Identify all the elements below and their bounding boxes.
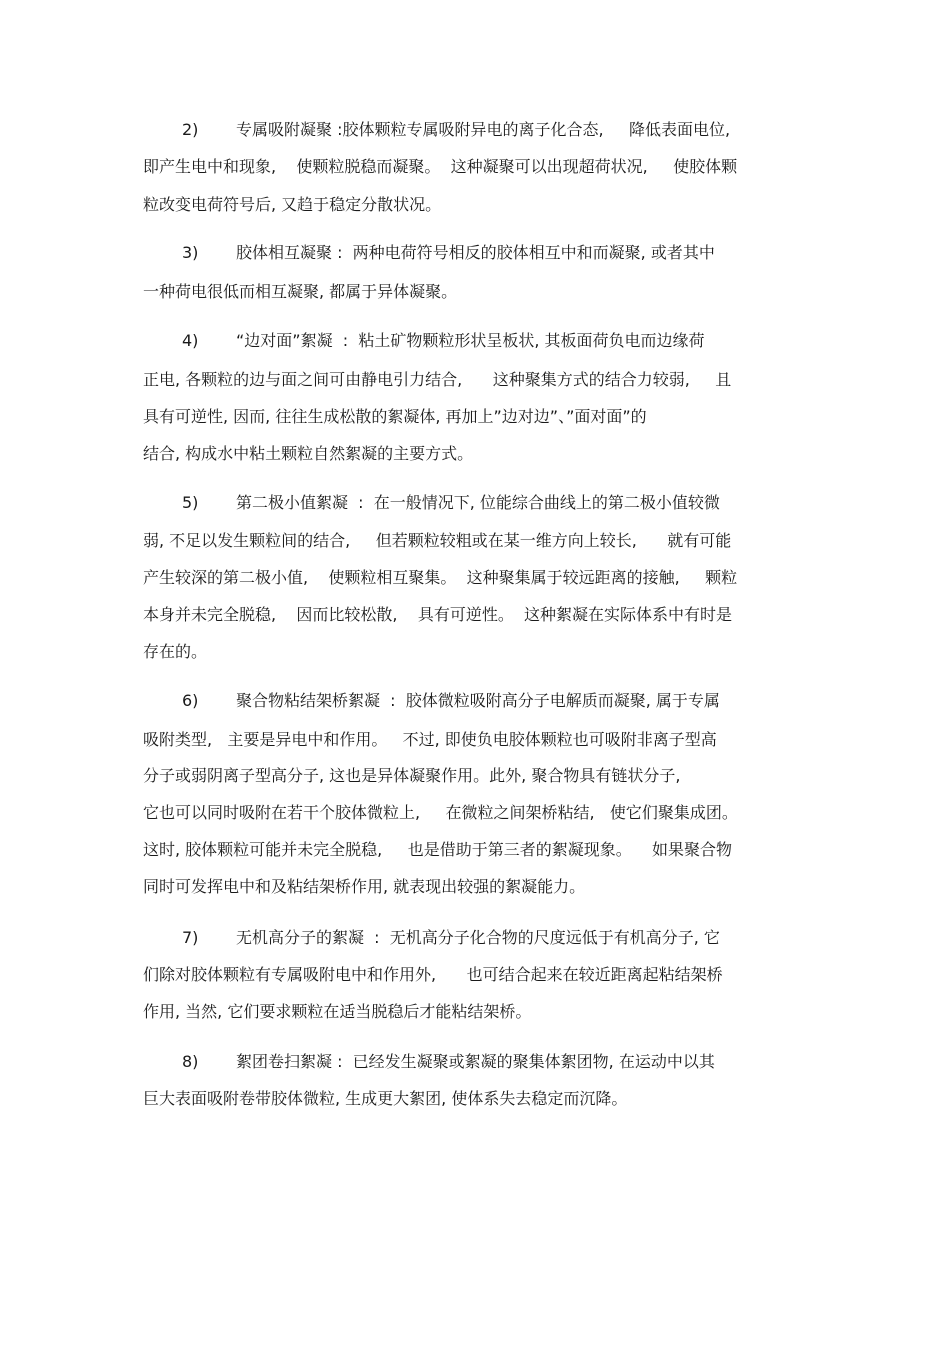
paragraph-line: 第二极小值絮凝 : 在一般情况下, 位能综合曲线上的第二极小值较微 [236,493,720,512]
paragraph-number: 7) [182,928,199,947]
paragraph-line: 具有可逆性, 因而, 往往生成松散的絮凝体, 再加上”边对边”、”面对面”的 [143,407,647,426]
paragraph-number: 6) [182,691,199,710]
paragraph-number: 5) [182,493,199,512]
paragraph-line: 这时, 胶体颗粒可能并未完全脱稳, 也是借助于第三者的絮凝现象。 如果聚合物 [143,840,733,859]
paragraph-line: 专属吸附凝聚 :胶体颗粒专属吸附异电的离子化合态, 降低表面电位, [236,120,731,139]
paragraph-line: 即产生电中和现象, 使颗粒脱稳而凝聚。 这种凝聚可以出现超荷状况, 使胶体颗 [143,157,738,176]
paragraph-line: 粒改变电荷符号后, 又趋于稳定分散状况。 [143,195,442,214]
paragraph-line: 絮团卷扫絮凝 : 已经发生凝聚或絮凝的聚集体絮团物, 在运动中以其 [236,1052,715,1071]
paragraph-line: 存在的。 [143,642,208,661]
paragraph-line: 弱, 不足以发生颗粒间的结合, 但若颗粒较粗或在某一维方向上较长, 就有可能 [143,531,732,550]
paragraph-line: 胶体相互凝聚 : 两种电荷符号相反的胶体相互中和而凝聚, 或者其中 [236,243,715,262]
paragraph-line: 结合, 构成水中粘土颗粒自然絮凝的主要方式。 [143,444,474,463]
paragraph-line: 产生较深的第二极小值, 使颗粒相互聚集。 这种聚集属于较远距离的接触, 颗粒 [143,568,738,587]
paragraph-line: 分子或弱阴离子型高分子, 这也是异体凝聚作用。此外, 聚合物具有链状分子, [143,766,681,785]
paragraph-line: 吸附类型, 主要是异电中和作用。 不过, 即使负电胶体颗粒也可吸附非离子型高 [143,730,717,749]
paragraph-line: 无机高分子的絮凝 : 无机高分子化合物的尺度远低于有机高分子, 它 [236,928,720,947]
paragraph-line: 同时可发挥电中和及粘结架桥作用, 就表现出较强的絮凝能力。 [143,877,586,896]
paragraph-line: 一种荷电很低而相互凝聚, 都属于异体凝聚。 [143,282,458,301]
paragraph-number: 8) [182,1052,199,1071]
paragraph-line: 它也可以同时吸附在若干个胶体微粒上, 在微粒之间架桥粘结, 使它们聚集成团。 [143,803,738,822]
paragraph-line: 巨大表面吸附卷带胶体微粒, 生成更大絮团, 使体系失去稳定而沉降。 [143,1089,628,1108]
paragraph-number: 2) [182,120,199,139]
paragraph-number: 4) [182,331,199,350]
paragraph-line: 作用, 当然, 它们要求颗粒在适当脱稳后才能粘结架桥。 [143,1002,532,1021]
paragraph-line: 正电, 各颗粒的边与面之间可由静电引力结合, 这种聚集方式的结合力较弱, 且 [143,370,732,389]
paragraph-line: 们除对胶体颗粒有专属吸附电中和作用外, 也可结合起来在较近距离起粘结架桥 [143,965,723,984]
paragraph-line: 聚合物粘结架桥絮凝 : 胶体微粒吸附高分子电解质而凝聚, 属于专属 [236,691,720,710]
paragraph-line: “边对面”絮凝 : 粘土矿物颗粒形状呈板状, 其板面荷负电而边缘荷 [236,331,705,350]
paragraph-number: 3) [182,243,199,262]
paragraph-line: 本身并未完全脱稳, 因而比较松散, 具有可逆性。 这种絮凝在实际体系中有时是 [143,605,733,624]
